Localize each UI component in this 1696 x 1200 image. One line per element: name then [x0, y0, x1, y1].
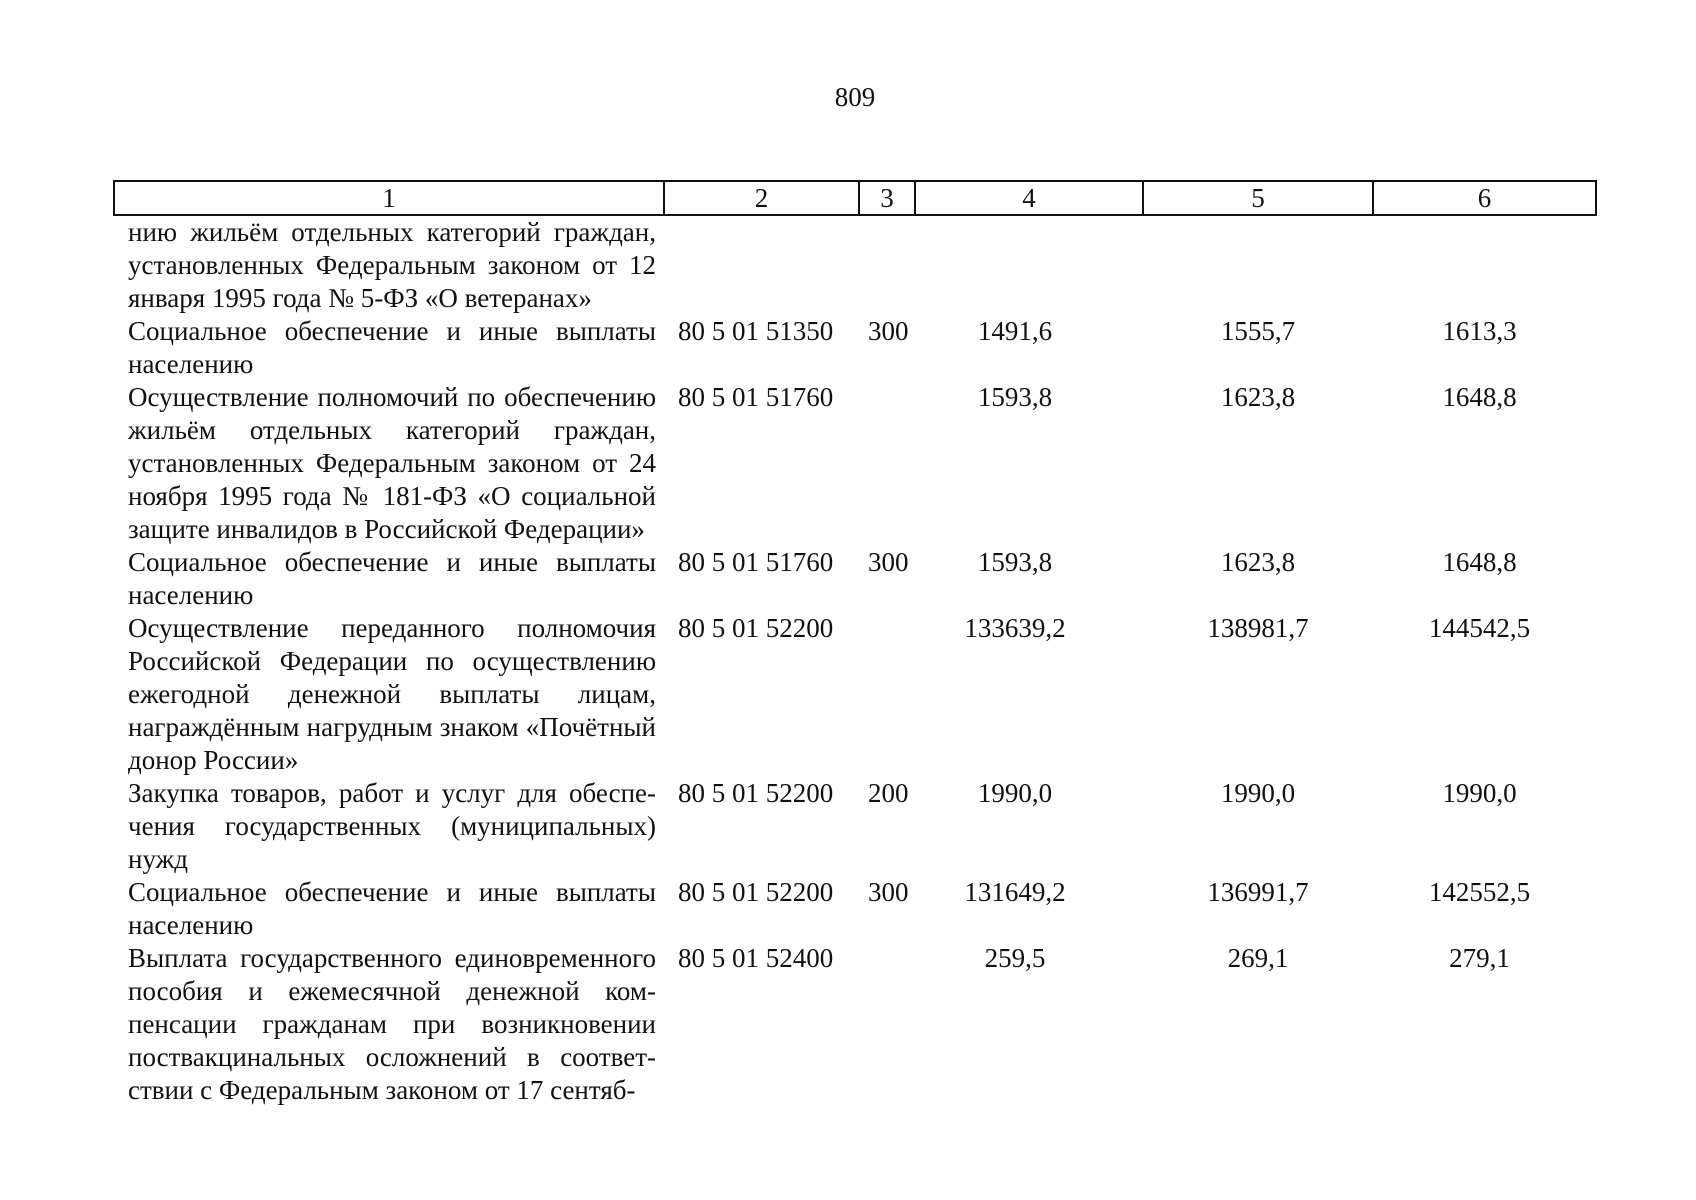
row-value-col6: 1990,0: [1442, 778, 1517, 808]
row-expense-type: [859, 942, 915, 1107]
row-value-col5: [1143, 215, 1373, 315]
row-code: 80 5 01 52200: [678, 778, 834, 808]
row-value-col4: [915, 215, 1143, 315]
row-value-col6: 1648,8: [1442, 547, 1517, 577]
row-expense-type: 200: [868, 778, 909, 808]
row-code: 80 5 01 52200: [678, 877, 834, 907]
row-value-col6: 144542,5: [1428, 613, 1531, 643]
row-name: Осуществление полномочий по обеспечению жильём отдельных категорий граждан, установленных Федеральным законом от 24 ноября 1995 года № 181-ФЗ «О социальной защите инвалидов в Российской Федерации»: [128, 382, 656, 544]
row-value-col4: 131649,2: [964, 877, 1066, 907]
row-value-col6: 1613,3: [1442, 316, 1517, 346]
page-number: 809: [834, 82, 876, 112]
row-value-col5: 138981,7: [1207, 613, 1309, 643]
table-row: [114, 546, 1596, 612]
header-col-6: 6: [1373, 181, 1596, 215]
row-name: нию жильём отдельных категорий граждан, установленных Федеральным законом от 12 января 1995 года № 5-ФЗ «О ветеранах»: [128, 217, 656, 313]
row-name: Осуществление переданного полномочия Российской Федерации по осуществлению ежегодной денежной выплаты лицам, награждённым нагрудным знаком «Почётный донор России»: [128, 613, 656, 775]
row-value-col6: [1373, 215, 1596, 315]
row-value-col5: 136991,7: [1207, 877, 1309, 907]
row-code: 80 5 01 52400: [678, 943, 834, 973]
row-name: Социальное обеспечение и иные выплаты населению: [128, 877, 656, 940]
table-body: [114, 215, 1596, 1107]
row-value-col4: 1491,6: [977, 316, 1053, 346]
row-code: [664, 215, 859, 315]
row-name: Выплата государственного единовременного пособия и ежемесячной денежной компенсации гражданам при возникновении поствакцинальных осложнений в соответствии с Федеральным законом от 17 сентяб-: [128, 943, 656, 1105]
header-row: [114, 181, 1596, 215]
header-col-3: 3: [859, 181, 915, 215]
row-expense-type: 300: [868, 316, 909, 346]
row-expense-type: [859, 612, 915, 777]
header-col-5: 5: [1143, 181, 1373, 215]
row-value-col4: 133639,2: [964, 613, 1066, 643]
row-code: 80 5 01 52200: [678, 613, 834, 643]
row-expense-type: 300: [868, 877, 909, 907]
row-value-col6: 1648,8: [1442, 382, 1517, 412]
row-value-col6: 142552,5: [1428, 877, 1531, 907]
row-value-col4: 1593,8: [977, 547, 1053, 577]
row-value-col5: 1555,7: [1220, 316, 1296, 346]
row-value-col5: 1990,0: [1220, 778, 1296, 808]
row-value-col4: 259,5: [984, 943, 1046, 973]
row-value-col5: 269,1: [1227, 943, 1289, 973]
budget-table: [113, 180, 1597, 1107]
header-col-1: 1: [114, 181, 664, 215]
table-row: [114, 381, 1596, 546]
header-col-4: 4: [915, 181, 1143, 215]
table-row: [114, 942, 1596, 1107]
row-value-col5: 1623,8: [1220, 547, 1296, 577]
table-row: [114, 315, 1596, 381]
table-row: [114, 777, 1596, 876]
table-row: [114, 876, 1596, 942]
row-expense-type: 300: [868, 547, 909, 577]
row-name: Социальное обеспечение и иные выплаты населению: [128, 547, 656, 610]
row-value-col6: 279,1: [1449, 943, 1510, 973]
table-row: [114, 612, 1596, 777]
header-col-2: 2: [664, 181, 859, 215]
row-value-col5: 1623,8: [1220, 382, 1296, 412]
row-code: 80 5 01 51350: [678, 316, 834, 346]
row-name: Закупка товаров, работ и услуг для обеспечения государственных (муниципальных) нужд: [128, 778, 656, 874]
table-row: [114, 215, 1596, 315]
table-header: [114, 181, 1596, 215]
row-expense-type: [859, 381, 915, 546]
row-expense-type: [859, 215, 915, 315]
row-code: 80 5 01 51760: [678, 382, 834, 412]
row-value-col4: 1593,8: [977, 382, 1053, 412]
row-name: Социальное обеспечение и иные выплаты населению: [128, 316, 656, 379]
row-value-col4: 1990,0: [977, 778, 1053, 808]
row-code: 80 5 01 51760: [678, 547, 834, 577]
